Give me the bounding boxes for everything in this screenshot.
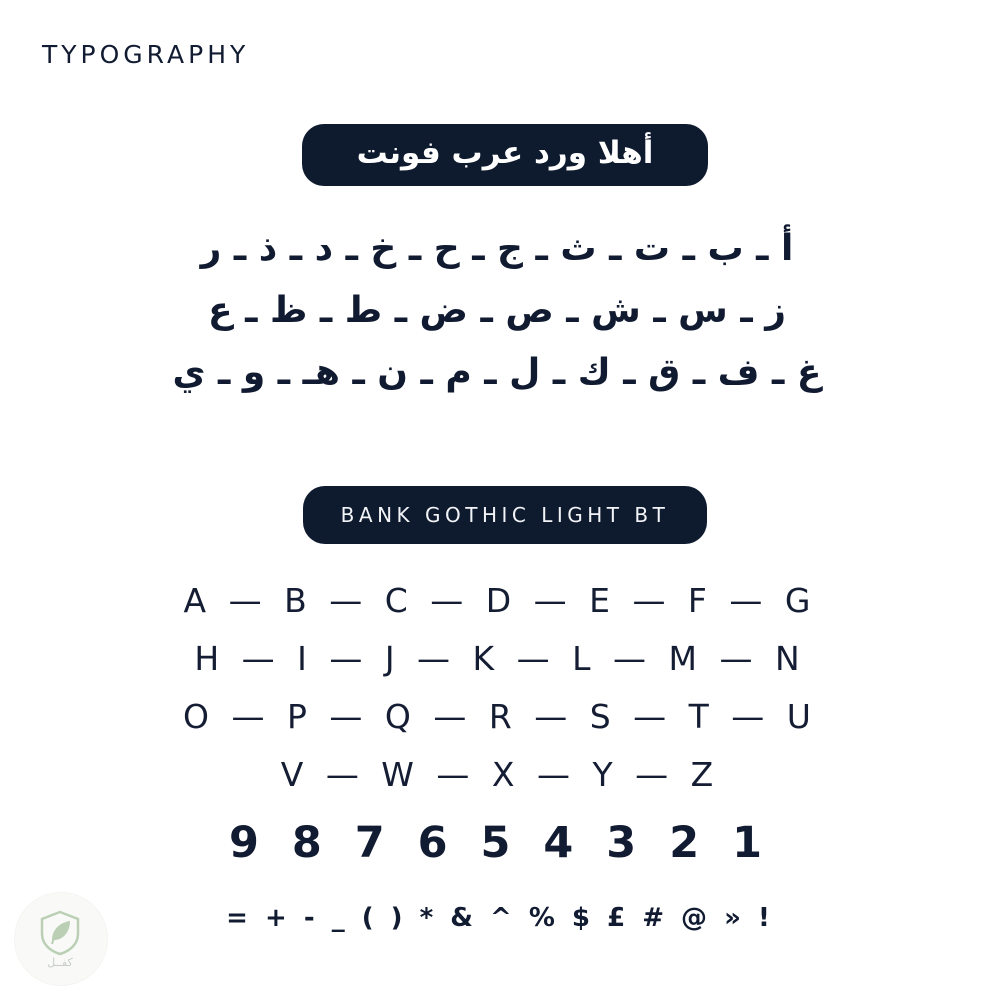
latin-alphabet-row: A — B — C — D — E — F — G bbox=[183, 581, 817, 620]
symbols-row: = + - _ ( ) * & ^ % $ £ # @ » ! bbox=[226, 903, 774, 933]
latin-alphabet-block bbox=[0, 572, 1000, 804]
arabic-alphabet-row: ز ـ س ـ ش ـ ص ـ ض ـ ط ـ ظ ـ ع bbox=[208, 290, 786, 331]
shield-leaf-icon bbox=[40, 910, 80, 956]
arabic-alphabet-block bbox=[0, 218, 1000, 404]
arabic-font-pill bbox=[302, 124, 708, 186]
page-title: TYPOGRAPHY bbox=[42, 40, 250, 69]
latin-alphabet-row: V — W — X — Y — Z bbox=[280, 755, 720, 794]
arabic-font-pill-label: أهلا ورد عرب فونت bbox=[356, 134, 654, 171]
latin-alphabet-row: H — I — J — K — L — M — N bbox=[194, 639, 806, 678]
watermark bbox=[14, 892, 110, 988]
arabic-alphabet-row: أ ـ ب ـ ت ـ ث ـ ج ـ ح ـ خ ـ د ـ ذ ـ ر bbox=[200, 228, 794, 269]
watermark-label: كفــل bbox=[47, 956, 73, 969]
latin-font-pill bbox=[303, 486, 707, 544]
numerals-row: 9 8 7 6 5 4 3 2 1 bbox=[228, 818, 772, 868]
latin-alphabet-row: O — P — Q — R — S — T — U bbox=[183, 697, 817, 736]
arabic-alphabet-row: غ ـ ف ـ ق ـ ك ـ ل ـ م ـ ن ـ هـ ـ و ـ ي bbox=[172, 352, 822, 393]
latin-font-pill-label: BANK GOTHIC LIGHT BT bbox=[340, 503, 670, 527]
